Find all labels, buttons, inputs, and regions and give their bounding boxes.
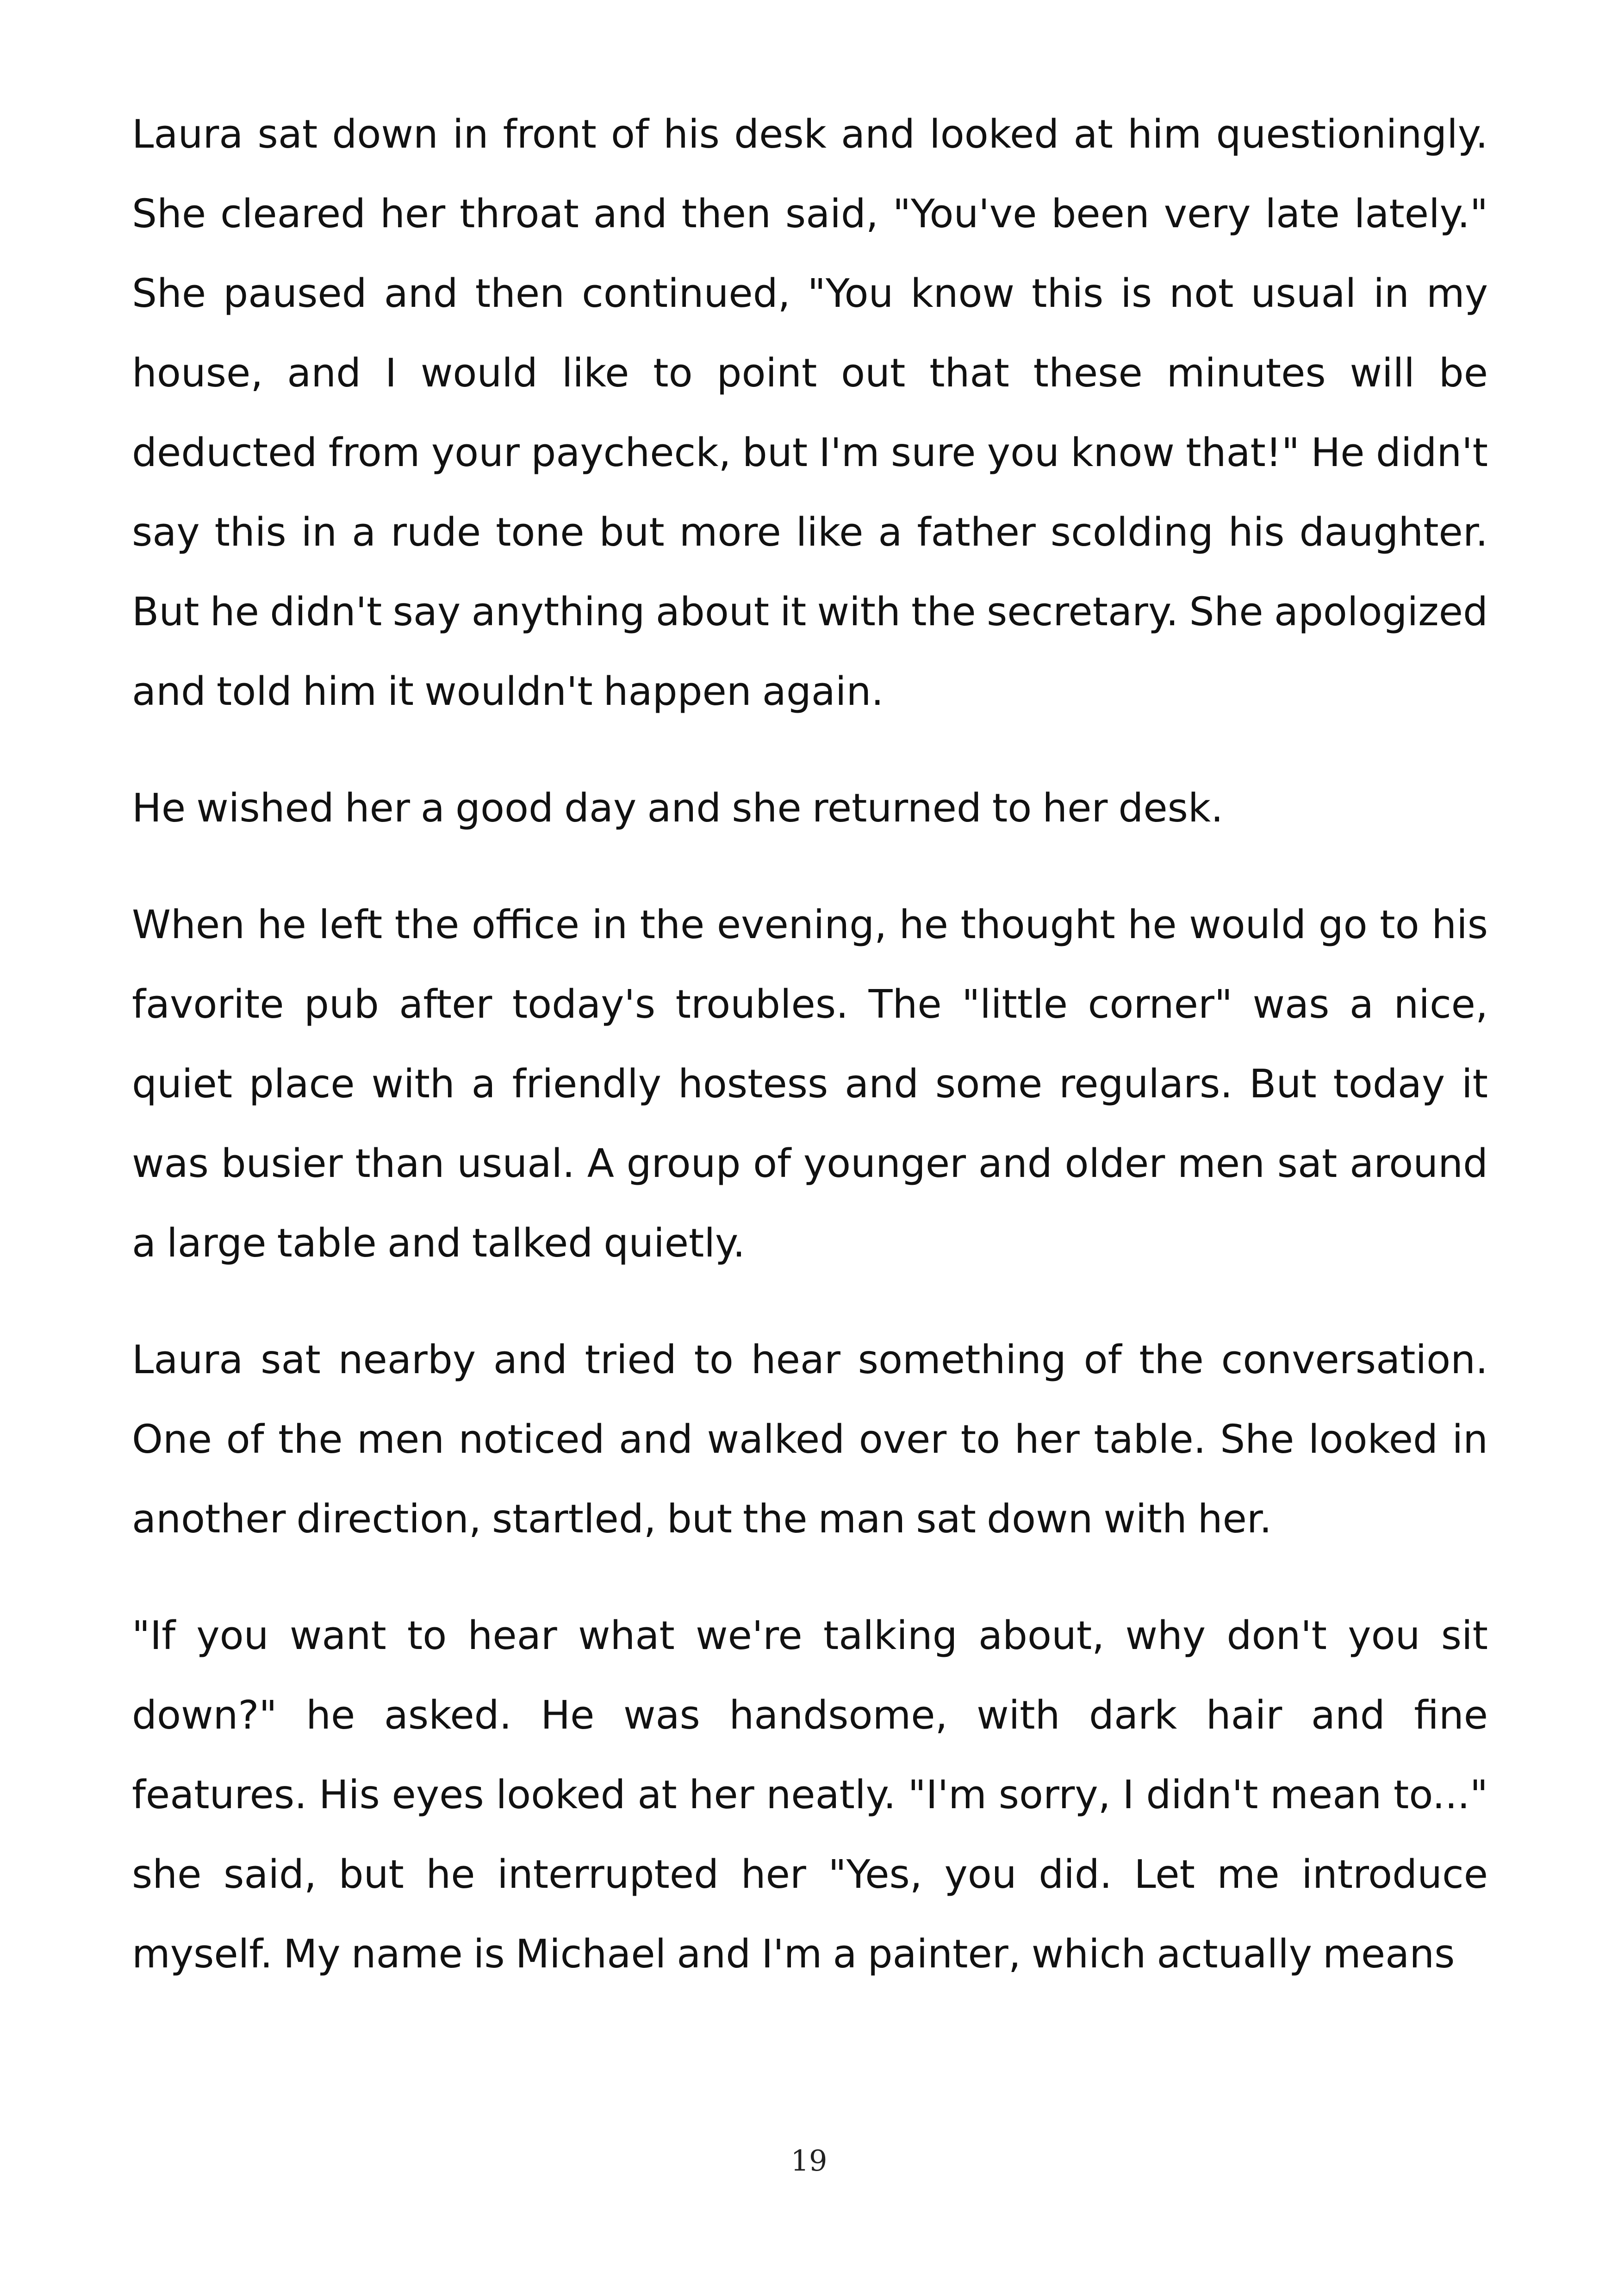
paragraph: "If you want to hear what we're talking about, why don't you sit down?" he asked. He was handsome, with dark hair and fine features. His eyes looked at her neatly. "I'm sorry, I didn't mean to..." she said, but he interrupted her "Yes, you did. Let me introduce myself. My name is Michael and I'm a painter, which actually means xyxy=(132,1613,1488,1977)
paragraph: When he left the office in the evening, he thought he would go to his favorite pub after today's troubles. The "little corner" was a nice, quiet place with a friendly hostess and some regulars. But today it was busier than usual. A group of younger and older men sat around a large table and talked quietly. xyxy=(132,902,1488,1266)
body-text xyxy=(132,95,1488,2031)
paragraph: Laura sat down in front of his desk and looked at him questioningly. She cleared her throat and then said, "You've been very late lately." She paused and then continued, "You know this is not usual in my house, and I would like to point out that these minutes will be deducted from your paycheck, but I'm sure you know that!" He didn't say this in a rude tone but more like a father scolding his daughter. But he didn't say anything about it with the secretary. She apologized and told him it wouldn't happen again. xyxy=(132,112,1488,715)
page-number: 19 xyxy=(790,2144,828,2178)
paragraph: He wished her a good day and she returned to her desk. xyxy=(132,785,1224,831)
paragraph: Laura sat nearby and tried to hear something of the conversation. One of the men noticed and walked over to her table. She looked in another direction, startled, but the man sat down with her. xyxy=(132,1337,1488,1542)
